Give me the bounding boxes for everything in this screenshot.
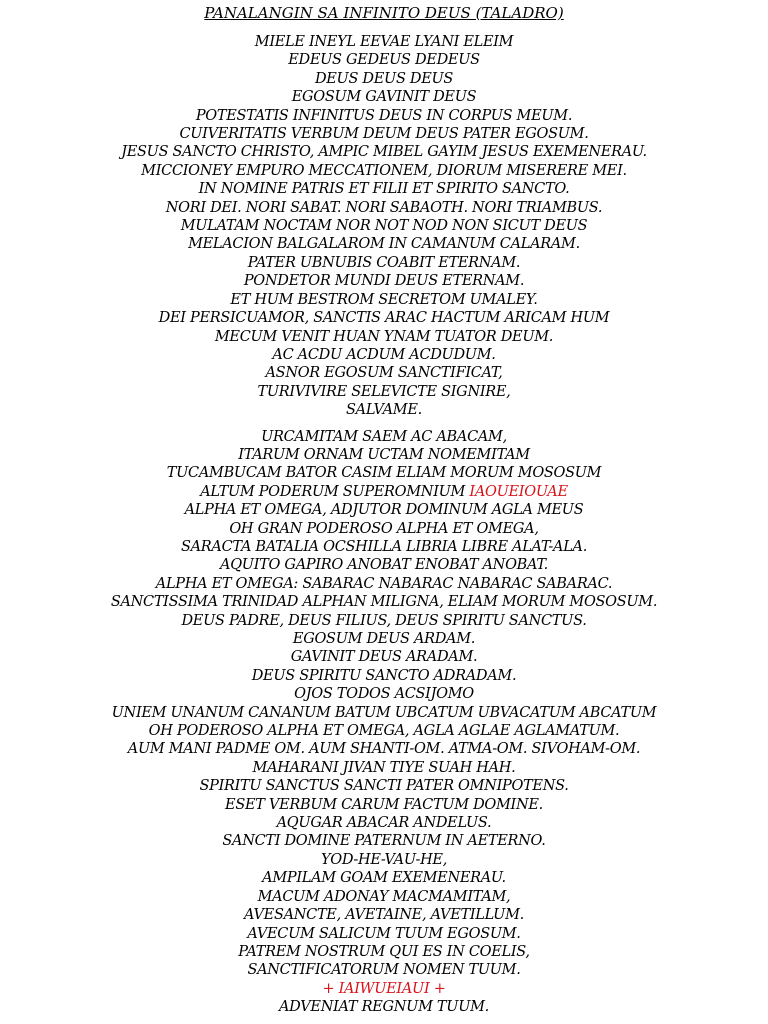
text-line: GAVINIT DEUS ARADAM. — [290, 649, 478, 666]
text-line: IN NOMINE PATRIS ET FILII ET SPIRITO SANCTO. — [198, 181, 570, 198]
text-line: ET HUM BESTROM SECRETOM UMALEY. — [230, 291, 538, 308]
text-line: EGOSUM DEUS ARDAM. — [292, 631, 476, 647]
text-line: OH PODEROSO ALPHA ET OMEGA, AGLA AGLAE AGLAMATUM. — [148, 723, 620, 740]
text-line: URCAMITAM SAEM AC ABACAM, — [261, 428, 507, 445]
text-line: AQUITO GAPIRO ANOBAT ENOBAT ANOBAT. — [220, 557, 548, 574]
text-line: PATREM NOSTRUM QUI ES IN COELIS, — [238, 943, 530, 960]
text-line: UNIEM UNANUM CANANUM BATUM UBCATUM UBVACATUM ABCATUM — [111, 704, 657, 721]
text-line: SANCTIFICATORUM NOMEN TUUM. — [247, 962, 521, 979]
text-line: SARACTA BATALIA OCSHILLA LIBRIA LIBRE ALAT-ALA. — [180, 538, 588, 555]
text-line: EDEUS GEDEUS DEDEUS — [288, 52, 480, 69]
text-line: TURIVIVIRE SELEVICTE SIGNIRE, — [257, 383, 511, 400]
text-line: MIELE INEYL EEVAE LYANI ELEIM — [254, 34, 514, 50]
text-line: EGOSUM GAVINIT DEUS — [291, 89, 477, 106]
text-line: PONDETOR MUNDI DEUS ETERNAM. — [243, 273, 525, 290]
text-line: MELACION BALGALAROM IN CAMANUM CALARAM. — [188, 236, 580, 253]
stanza-2 — [0, 428, 768, 1017]
text-line: OH GRAN PODEROSO ALPHA ET OMEGA, — [229, 520, 539, 537]
red-highlight-line: + IAIWUEIAUI + — [322, 980, 446, 997]
text-line: ADVENIAT REGNUM TUUM. — [279, 999, 489, 1016]
prayer-title: PANALANGIN SA INFINITO DEUS (TALADRO) — [204, 4, 564, 22]
text-line: MACUM ADONAY MACMAMITAM, — [257, 888, 511, 905]
text-line: AMPILAM GOAM EXEMENERAU. — [262, 870, 506, 887]
text-line: ASNOR EGOSUM SANCTIFICAT, — [265, 365, 503, 382]
text-line: SALVAME. — [346, 402, 422, 419]
text-line: MECUM VENIT HUAN YNAM TUATOR DEUM. — [214, 328, 554, 345]
text-line: TUCAMBUCAM BATOR CASIM ELIAM MORUM MOSOSUM — [166, 465, 602, 482]
text-line: AC ACDU ACDUM ACDUDUM. — [272, 346, 496, 363]
text-line: ALPHA ET OMEGA, ADJUTOR DOMINUM AGLA MEUS — [184, 502, 584, 519]
stanza-1 — [0, 33, 768, 420]
text-line: ITARUM ORNAM UCTAM NOMEMITAM — [238, 446, 530, 463]
text-line: ESET VERBUM CARUM FACTUM DOMINE. — [225, 796, 543, 813]
text-segment: ALTUM PODERUM SUPEROMNIUM — [200, 483, 470, 500]
text-line: MAHARANI JIVAN TIYE SUAH HAH. — [252, 759, 516, 776]
text-line: AUM MANI PADME OM. AUM SHANTI-OM. ATMA-OM. SIVOHAM-OM. — [127, 741, 641, 758]
text-line: DEUS SPIRITU SANCTO ADRADAM. — [251, 667, 517, 684]
text-line: AVESANCTE, AVETAINE, AVETILLUM. — [244, 907, 524, 924]
text-line: NORI DEI. NORI SABAT. NORI SABAOTH. NORI TRIAMBUS. — [165, 199, 603, 216]
text-line: AVECUM SALICUM TUUM EGOSUM. — [247, 925, 521, 942]
red-highlight-word: IAOUEIOUAE — [469, 483, 568, 500]
text-line: DEI PERSICUAMOR, SANCTIS ARAC HACTUM ARICAM HUM — [158, 310, 610, 327]
text-line: YOD-HE-VAU-HE, — [320, 851, 448, 868]
text-line: MICCIONEY EMPURO MECCATIONEM, DIORUM MISERERE MEI. — [141, 162, 627, 179]
text-line: ALPHA ET OMEGA: SABARAC NABARAC NABARAC SABARAC. — [155, 575, 613, 592]
text-line: CUIVERITATIS VERBUM DEUM DEUS PATER EGOSUM. — [179, 126, 589, 143]
text-line: SANCTISSIMA TRINIDAD ALPHAN MILIGNA, ELIAM MORUM MOSOSUM. — [110, 594, 658, 611]
text-line: DEUS PADRE, DEUS FILIUS, DEUS SPIRITU SANCTUS. — [181, 612, 587, 629]
text-line: AQUGAR ABACAR ANDELUS. — [276, 815, 492, 832]
text-line: SPIRITU SANCTUS SANCTI PATER OMNIPOTENS. — [199, 778, 569, 795]
text-line: POTESTATIS INFINITUS DEUS IN CORPUS MEUM. — [195, 107, 573, 124]
text-line: JESUS SANCTO CHRISTO, AMPIC MIBEL GAYIM JESUS EXEMENERAU. — [121, 144, 647, 161]
text-line: OJOS TODOS ACSIJOMO — [294, 686, 474, 703]
text-line: DEUS DEUS DEUS — [314, 70, 454, 87]
text-line: PATER UBNUBIS COABIT ETERNAM. — [247, 254, 521, 271]
text-line: MULATAM NOCTAM NOR NOT NOD NON SICUT DEUS — [180, 218, 588, 235]
text-line: SANCTI DOMINE PATERNUM IN AETERNO. — [222, 833, 546, 850]
text-line-with-highlight — [0, 483, 768, 501]
